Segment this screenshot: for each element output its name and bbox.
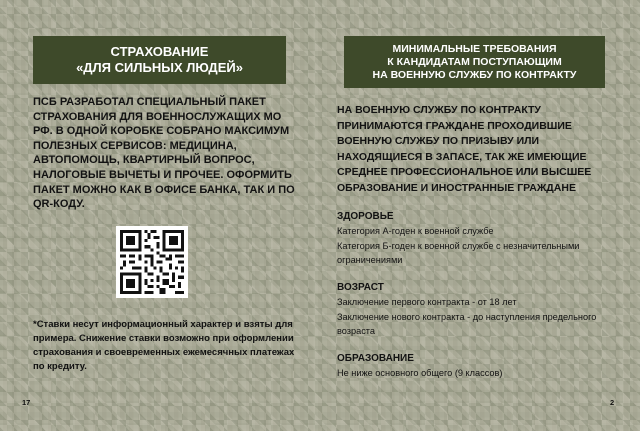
age-line-2: Заключение нового контракта - до наступления предельного возраста (337, 311, 597, 336)
age-line-1: Заключение первого контракта - от 18 лет (337, 297, 517, 307)
education-line-1: Не ниже основного общего (9 классов) (337, 368, 503, 378)
health-line-1: Категория А-годен к военной службе (337, 226, 494, 236)
rates-footnote: *Ставки несут информационный характер и взяты для примера. Снижение ставки возможно при оформлении страхования и своевременных ежемесячных платежах по кредиту. (33, 319, 295, 372)
requirements-text: НА ВОЕННУЮ СЛУЖБУ ПО КОНТРАКТУ ПРИНИМАЮТСЯ ГРАЖДАНЕ ПРОХОДИВШИЕ ВОЕННУЮ СЛУЖБУ ПО ПРИЗЫВУ ИЛИ НАХОДЯЩИЕСЯ В ЗАПАСЕ, ТАК ЖЕ ИМЕЮЩИЕ СРЕДНЕЕ ПРОФЕССИОНАЛЬНОЕ ИЛИ ВЫСШЕЕ ОБРАЗОВАНИЕ И ИНОСТРАННЫЕ ГРАЖДАНЕ (337, 104, 592, 194)
education-title: ОБРАЗОВАНИЕ (337, 353, 414, 364)
right-page (320, 0, 640, 431)
requirements-header (344, 36, 605, 88)
age-section (337, 280, 620, 339)
requirements-header-line3: НА ВОЕННУЮ СЛУЖБУ ПО КОНТРАКТУ (372, 68, 577, 81)
requirements-header-line2: К КАНДИДАТАМ ПОСТУПАЮЩИМ (387, 55, 562, 68)
insurance-header (33, 36, 286, 84)
page-number-left: 17 (22, 398, 31, 407)
education-section (337, 351, 620, 381)
qr-code-icon (120, 230, 184, 294)
insurance-intro-text: ПСБ РАЗРАБОТАЛ СПЕЦИАЛЬНЫЙ ПАКЕТ СТРАХОВАНИЯ ДЛЯ ВОЕННОСЛУЖАЩИХ МО РФ. В ОДНОЙ КОРОБКЕ СОБРАНО МАКСИМУМ ПОЛЕЗНЫХ СЕРВИСОВ: МЕДИЦИНА, АВТОПОМОЩЬ, КВАРТИРНЫЙ ВОПРОС, НАЛОГОВЫЕ ВЫЧЕТЫ И ПРОЧЕЕ. ОФОРМИТЬ ПАКЕТ МОЖНО КАК В ОФИСЕ БАНКА, ТАК И ПО QR-КОДУ. (33, 96, 295, 211)
page-number-right: 2 (610, 398, 615, 407)
requirements-header-line1: МИНИМАЛЬНЫЕ ТРЕБОВАНИЯ (392, 42, 557, 55)
insurance-header-line2: «ДЛЯ СИЛЬНЫХ ЛЮДЕЙ» (76, 60, 243, 75)
health-title: ЗДОРОВЬЕ (337, 211, 394, 222)
insurance-header-line1: СТРАХОВАНИЕ (110, 44, 209, 59)
age-title: ВОЗРАСТ (337, 282, 384, 293)
health-line-2: Категория Б-годен к военной службе с незначительными ограничениями (337, 240, 580, 265)
health-section (337, 209, 620, 268)
qr-code[interactable] (116, 226, 188, 298)
